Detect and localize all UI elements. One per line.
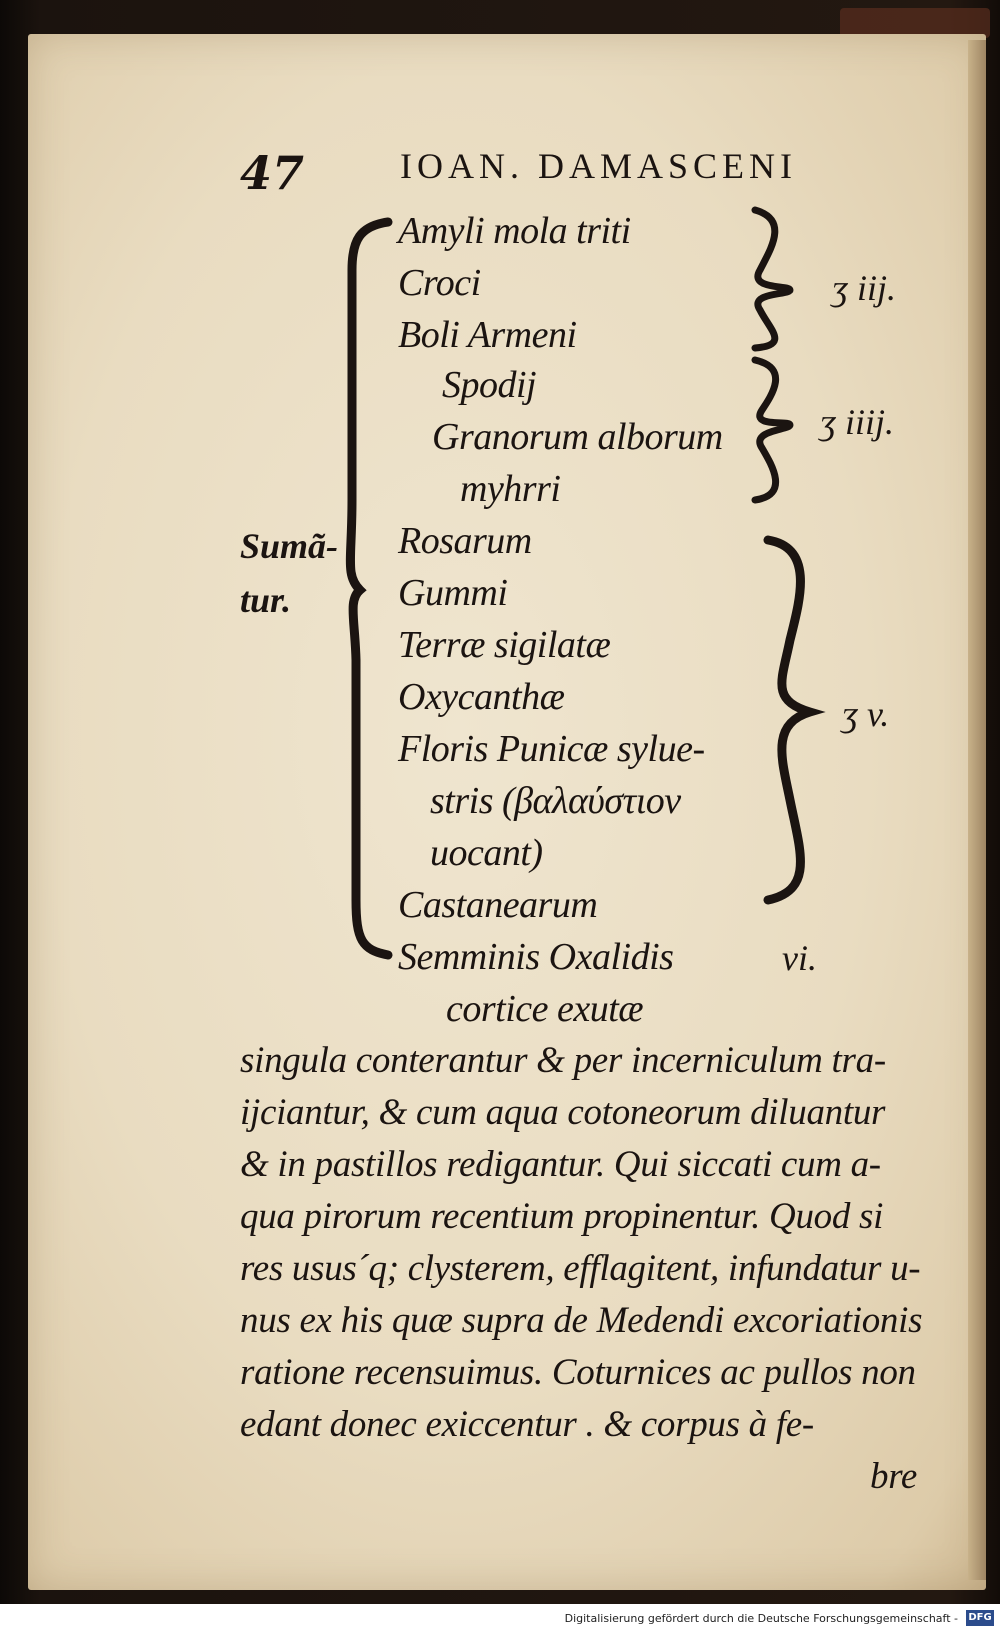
quantity: ʒ iij. xyxy=(832,268,896,308)
ingredient: Floris Punicæ sylue- xyxy=(398,728,705,770)
ingredient: Castanearum xyxy=(398,884,598,926)
ingredient: Boli Armeni xyxy=(398,314,577,356)
ingredient: Oxycanthæ xyxy=(398,676,565,718)
page-number: 47 xyxy=(240,146,305,200)
ingredient: Spodij xyxy=(442,364,537,406)
body-line: & in pastillos redigantur. Qui siccati cum a- xyxy=(240,1144,881,1185)
ingredient: Semminis Oxalidis xyxy=(398,936,674,978)
quantity: vi. xyxy=(782,938,817,978)
ingredient: Granorum alborum xyxy=(432,416,723,458)
ingredient: Gummi xyxy=(398,572,508,614)
body-line: qua pirorum recentium propinentur. Quod si xyxy=(240,1196,884,1237)
quantity: ʒ v. xyxy=(842,694,890,734)
ingredient: Croci xyxy=(398,262,481,304)
ingredient: Amyli mola triti xyxy=(398,210,631,252)
ingredient: myhrri xyxy=(460,468,561,510)
body-line: edant donec exiccentur . & corpus à fe- xyxy=(240,1404,814,1445)
body-line: ratione recensuimus. Coturnices ac pullos non xyxy=(240,1352,916,1393)
side-label-line-2: tur. xyxy=(240,580,292,620)
catchword: bre xyxy=(870,1456,918,1497)
ingredient: uocant) xyxy=(430,832,543,874)
running-head: IOAN. DAMASCENI xyxy=(400,146,797,186)
body-line: res usus´q; clysterem, efflagitent, infundatur u- xyxy=(240,1248,921,1289)
ingredient: Terræ sigilatæ xyxy=(398,624,611,666)
ingredient: Rosarum xyxy=(398,520,532,562)
ingredient: cortice exutæ xyxy=(446,988,644,1030)
body-line: singula conterantur & per incerniculum tra- xyxy=(240,1040,886,1081)
digitization-credit: Digitalisierung gefördert durch die Deutsche Forschungsgemeinschaft - xyxy=(564,1612,958,1625)
ingredient: stris (βαλαύστιον xyxy=(430,780,681,822)
dfg-logo: DFG xyxy=(966,1610,994,1626)
quantity: ʒ iiij. xyxy=(820,402,894,442)
body-line: ijciantur, & cum aqua cotoneorum diluantur xyxy=(240,1092,886,1133)
page-edge xyxy=(968,40,986,1580)
side-label-line-1: Sumã- xyxy=(240,526,339,566)
body-line: nus ex his quæ supra de Medendi excoriationis xyxy=(240,1300,923,1341)
